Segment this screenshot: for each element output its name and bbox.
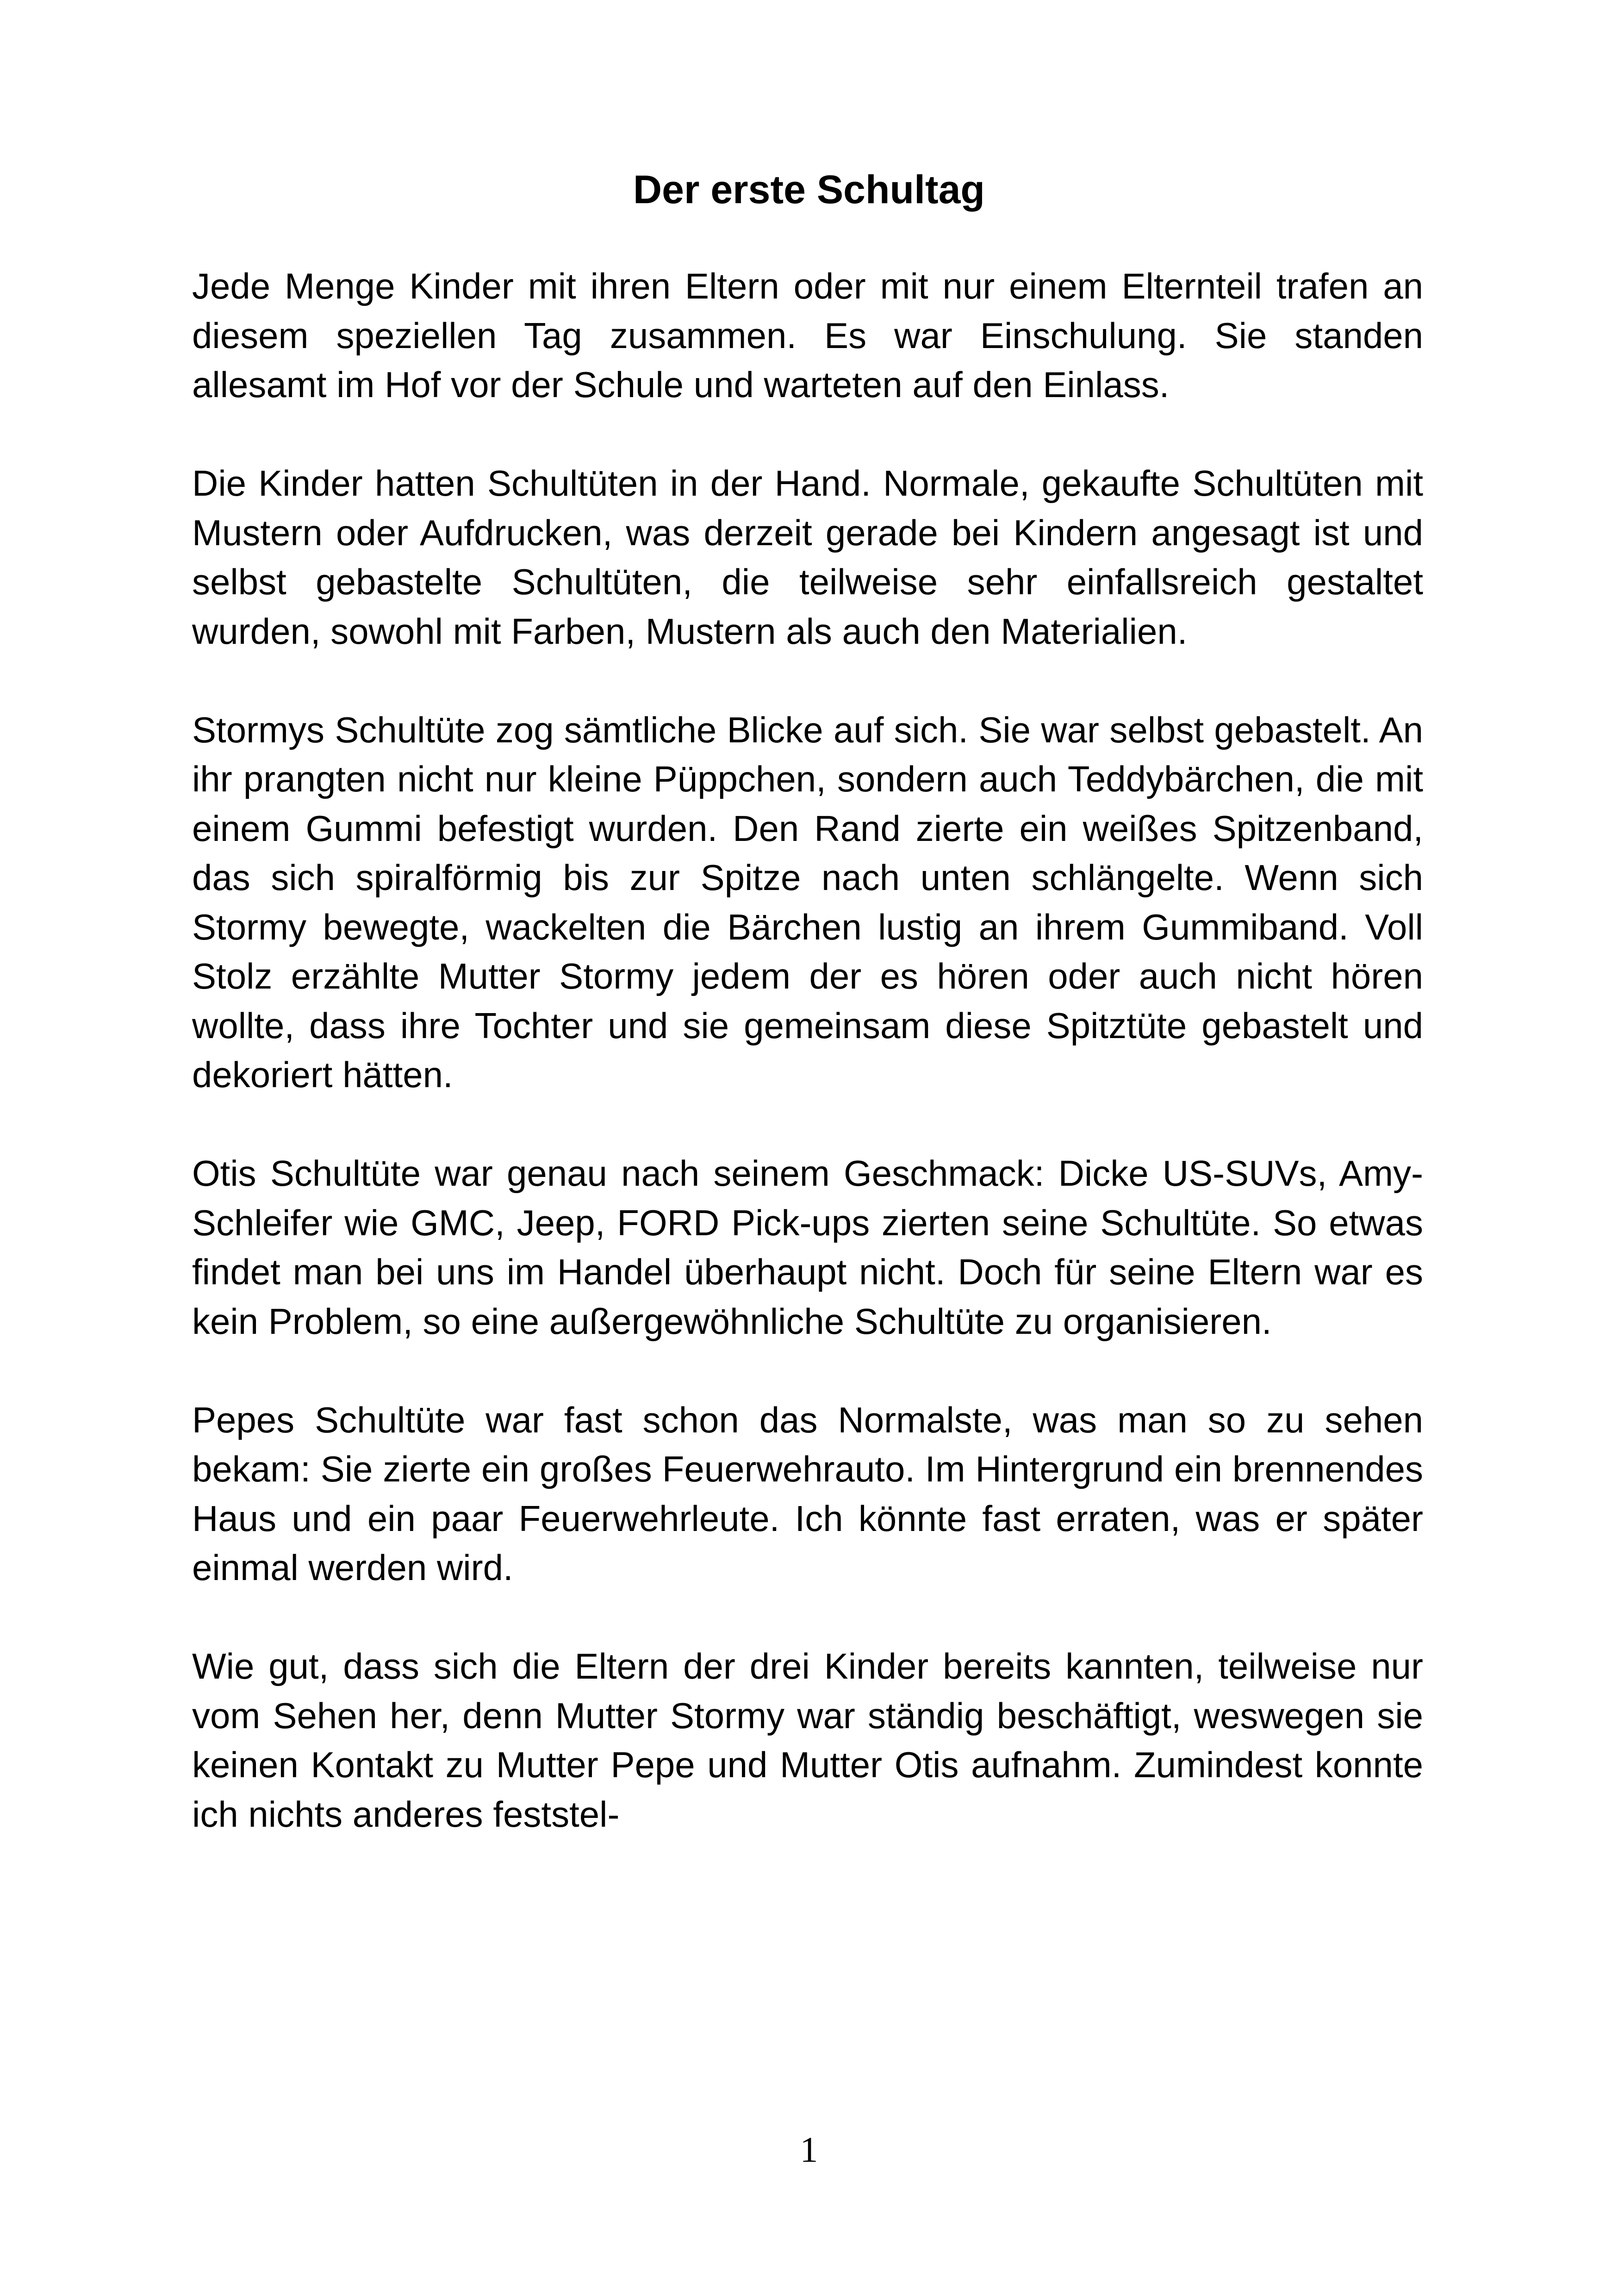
paragraph-5: Pepes Schultüte war fast schon das Normalste, was man so zu sehen bekam: Sie zierte ein großes Feuerwehrauto. Im Hintergrund ein brennendes Haus und ein paar Feuerwehrleute. Ich könnte fast erraten, was er später einmal werden wird. [192,1399,1423,1588]
paragraph-1: Jede Menge Kinder mit ihren Eltern oder mit nur einem Elternteil trafen an diesem speziellen Tag zusammen. Es war Einschulung. Sie standen allesamt im Hof vor der Schule und warteten auf den Einlass. [192,266,1423,405]
document-title: Der erste Schultag [633,168,985,212]
paragraph-4: Otis Schultüte war genau nach seinem Geschmack: Dicke US-SUVs, Amy-Schleifer wie GMC, Jeep, FORD Pick-ups zierten seine Schultüte. So etwas findet man bei uns im Handel überhaupt nicht. Doch für seine Eltern war es kein Problem, so eine außergewöhnliche Schultüte zu organisieren. [192,1153,1423,1342]
paragraph-6: Wie gut, dass sich die Eltern der drei Kinder bereits kannten, teilweise nur vom Sehen her, denn Mutter Stormy war ständig beschäftigt, weswegen sie keinen Kontakt zu Mutter Pepe und Mutter Otis aufnahm. Zumindest konnte ich nichts anderes feststel- [192,1646,1423,1835]
body-text [192,261,1423,1839]
paragraph-3: Stormys Schultüte zog sämtliche Blicke auf sich. Sie war selbst gebastelt. An ihr prangten nicht nur kleine Püppchen, sondern auch Teddybärchen, die mit einem Gummi befestigt wurden. Den Rand zierte ein weißes Spitzenband, das sich spiralförmig bis zur Spitze nach unten schlängelte. Wenn sich Stormy bewegte, wackelten die Bärchen lustig an ihrem Gummiband. Voll Stolz erzählte Mutter Stormy jedem der es hören oder auch nicht hören wollte, dass ihre Tochter und sie gemeinsam diese Spitztüte gebastelt und dekoriert hätten. [192,709,1423,1095]
page-number: 1 [800,2129,818,2170]
paragraph-2: Die Kinder hatten Schultüten in der Hand. Normale, gekaufte Schultüten mit Mustern oder Aufdrucken, was derzeit gerade bei Kindern angesagt ist und selbst gebastelte Schultüten, die teilweise sehr einfallsreich gestaltet wurden, sowohl mit Farben, Mustern als auch den Materialien. [192,463,1423,652]
